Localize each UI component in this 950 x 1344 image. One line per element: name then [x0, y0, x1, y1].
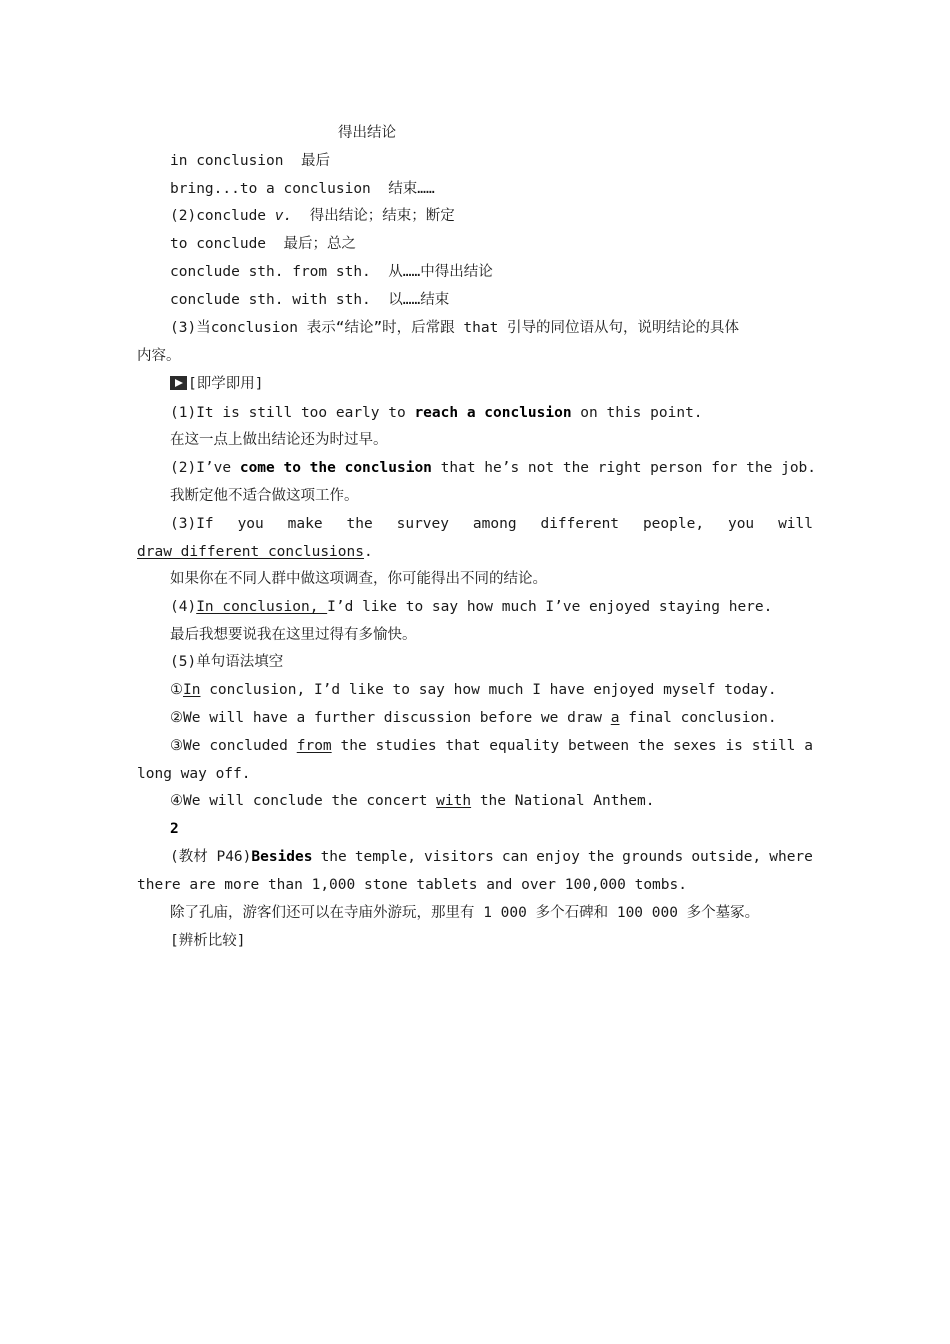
text: ④We will conclude the concert: [170, 793, 437, 809]
answer-blank: a: [610, 710, 620, 726]
word: among: [472, 516, 517, 532]
answer-blank: In: [183, 682, 201, 698]
item-conclude-verb: [170, 206, 455, 226]
text: ①: [170, 682, 183, 698]
word: people,: [642, 516, 705, 532]
text: I’d like to say how much I’ve enjoyed staying here.: [327, 599, 773, 615]
word: you: [727, 516, 755, 532]
answer-blank: In conclusion,: [196, 599, 328, 615]
source-label: (教材 P46): [170, 849, 252, 865]
textbook-sentence-cont: there are more than 1,000 stone tablets and over 100,000 tombs.: [137, 877, 687, 893]
textbook-translation: 除了孔庙，游客们还可以在寺庙外游玩，那里有 1 000 多个石碑和 100 000 多个墓冢。: [170, 905, 760, 921]
example-2-translation: 我断定他不适合做这项工作。: [170, 488, 359, 504]
text: (2)I’ve: [170, 460, 240, 476]
word: still: [751, 738, 796, 754]
exercise-3-cont: long way off.: [137, 766, 251, 782]
word: studies: [375, 738, 437, 754]
word: (3)If: [170, 516, 214, 532]
word: can: [501, 849, 529, 865]
example-1: [170, 403, 703, 423]
keyword: Besides: [251, 849, 313, 865]
phrase-in-conclusion: in conclusion 最后: [170, 153, 330, 169]
text: on this point.: [571, 405, 703, 421]
word: the: [346, 516, 373, 532]
text: ②We will have a further discussion before we draw: [170, 710, 611, 726]
word: make: [287, 516, 323, 532]
word: survey: [396, 516, 449, 532]
word: the: [320, 849, 347, 865]
answer-blank: draw different conclusions: [137, 544, 364, 560]
word: where: [769, 849, 813, 865]
exercise-4: [170, 791, 654, 811]
example-3-cont: [137, 542, 373, 562]
phrase-conclude-with: conclude sth. with sth. 以……结束: [170, 292, 450, 308]
textbook-sentence: [170, 847, 813, 867]
word: you: [237, 516, 264, 532]
text: final conclusion.: [619, 710, 777, 726]
word: is: [725, 738, 743, 754]
word: equality: [489, 738, 560, 754]
word: sexes: [672, 738, 717, 754]
word: enjoy: [536, 849, 580, 865]
play-icon: [170, 376, 187, 390]
note-appositive-clause: (3)当conclusion 表示“结论”时，后常跟 that 引导的同位语从句，说明结论的具体: [170, 320, 740, 336]
answer-blank: from: [296, 738, 332, 754]
word: between: [567, 738, 630, 754]
word: [170, 847, 313, 867]
text: (1)It is still too early to: [170, 405, 415, 421]
word: concluded: [209, 738, 288, 754]
example-4-translation: 最后我想要说我在这里过得有多愉快。: [170, 627, 417, 643]
section-practice-label: [即学即用]: [188, 376, 264, 392]
word: grounds: [622, 849, 684, 865]
example-3-translation: 如果你在不同人群中做这项调查，你可能得出不同的结论。: [170, 571, 547, 587]
text: .: [363, 544, 373, 560]
bold-phrase: reach a conclusion: [414, 405, 572, 421]
text: the National Anthem.: [471, 793, 655, 809]
word: outside,: [691, 849, 762, 865]
phrase-bring-to-conclusion: bring...to a conclusion 结束……: [170, 181, 435, 197]
exercise-3: [170, 736, 813, 756]
word: visitors: [424, 849, 494, 865]
heading-reach-conclusion: 得出结论: [338, 125, 396, 141]
word: the: [587, 849, 615, 865]
exercise-2: [170, 708, 777, 728]
word: temple,: [354, 849, 416, 865]
phrase-to-conclude: to conclude 最后；总之: [170, 236, 356, 252]
word: different: [540, 516, 620, 532]
bold-phrase: come to the conclusion: [239, 460, 432, 476]
word: the: [637, 738, 665, 754]
phrase-conclude-from: conclude sth. from sth. 从……中得出结论: [170, 264, 493, 280]
section-number: 2: [170, 821, 179, 837]
item-meaning: 得出结论；结束；断定: [292, 208, 455, 224]
text: conclusion, I’d like to say how much I have enjoyed myself today.: [200, 682, 777, 698]
word: a: [804, 738, 813, 754]
item-label: (2)conclude: [170, 208, 275, 224]
word: the: [340, 738, 367, 754]
part-of-speech: v.: [274, 208, 293, 224]
word: ③We: [170, 738, 201, 754]
text: (4): [170, 599, 197, 615]
example-1-translation: 在这一点上做出结论还为时过早。: [170, 432, 388, 448]
section-compare-heading: [辨析比较]: [170, 933, 246, 949]
exercise-1: [170, 680, 777, 700]
word: will: [778, 516, 813, 532]
exercise-heading: (5)单句语法填空: [170, 654, 284, 670]
example-3: [170, 514, 813, 534]
word: that: [445, 738, 481, 754]
text: that he’s not the right person for the job.: [431, 460, 817, 476]
example-2: [170, 458, 816, 478]
section-practice-heading: [170, 374, 263, 394]
answer-blank: with: [436, 793, 472, 809]
note-appositive-clause-cont: 内容。: [137, 348, 181, 364]
example-4: [170, 597, 772, 617]
